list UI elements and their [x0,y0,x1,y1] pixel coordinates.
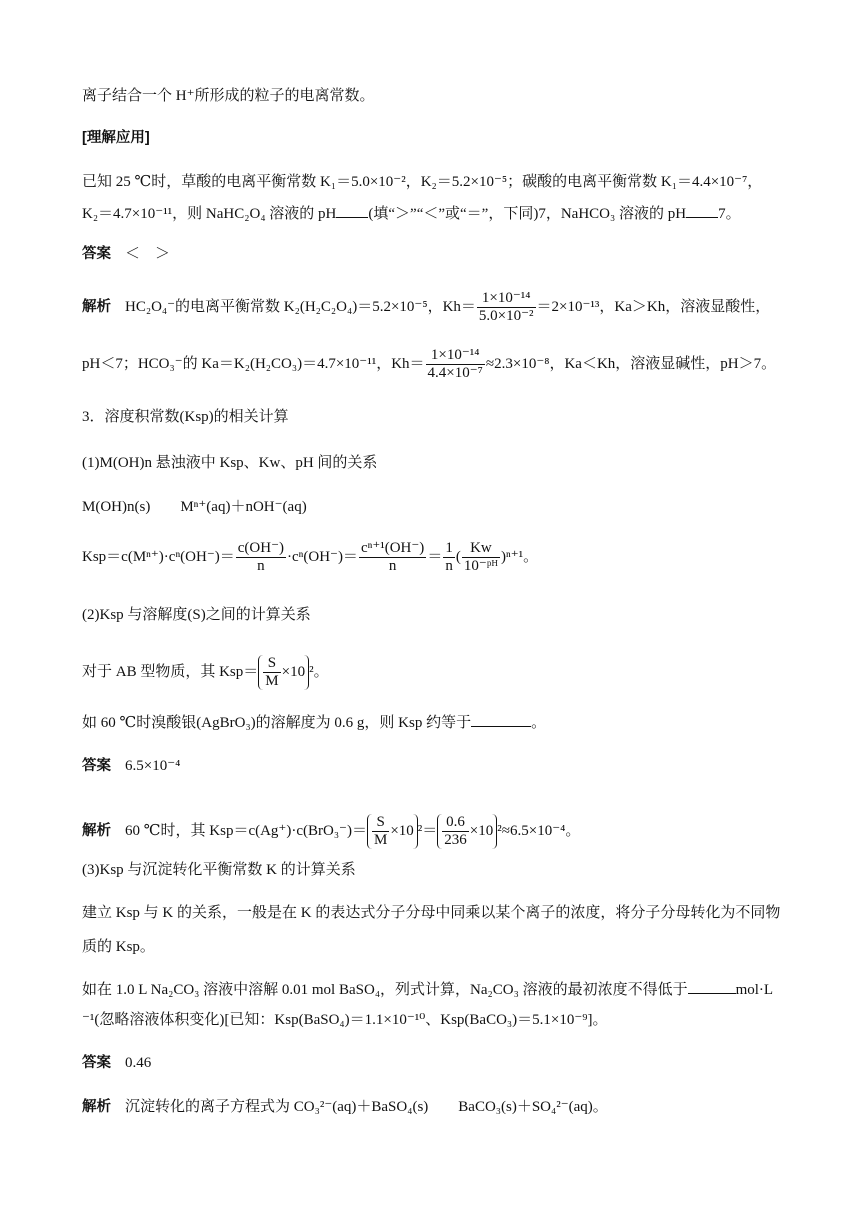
analysis-1-line-2 [82,347,776,382]
analysis-label: 解析 [82,298,111,315]
equilibrium-equation-1 [82,497,307,517]
fraction-eq2-1 [236,540,286,575]
fraction-denominator: n [257,558,265,574]
paragraph-intro-end [82,86,375,106]
fraction-numerator: c(OH⁻) [237,540,284,556]
answer-label: 答案 [82,1055,111,1071]
analysis-3-text-b: ²≈6.5×10⁻⁴。 [497,822,581,839]
fraction-denominator: n [388,558,397,574]
q2-text-a: 如 60 ℃时溴酸银(AgBrO₃)的溶解度为 0.6 g，则 Ksp 约等于 [82,715,472,731]
ab-text-a: 对于 AB 型物质，其 Ksp＝ [82,663,259,680]
analysis-3 [82,814,580,849]
question-3-line-1 [82,980,773,1000]
paragraph-3-line-2: 质的 Ksp。 [82,939,155,955]
times-ten: ×10 [469,822,494,839]
times-ten: ×10 [281,663,306,680]
fraction-numerator: 0.6 [442,814,469,832]
q2-blank [471,726,531,727]
answer-2 [82,756,180,776]
subsection-3-1-heading: (1)M(OH)n 悬浊液中 Ksp、Kw、pH 间的关系 [82,455,378,471]
analysis-1-text-b: ＝2×10⁻¹³，Ka＞Kh，溶液显酸性， [536,298,771,315]
fraction-solubility-value [442,814,469,849]
fraction-numerator: Kw [462,540,500,558]
answer-3-value: 0.46 [125,1055,152,1071]
analysis-1-text-a: HC₂O₄⁻的电离平衡常数 K₂(H₂C₂O₄)＝5.2×10⁻⁵，Kh＝ [125,298,476,315]
analysis-4-text-a: 沉淀转化的离子方程式为 CO₃²⁻(aq)＋BaSO₄(s) [125,1099,429,1115]
fraction-denominator: M [265,673,279,689]
fraction-denominator: n [445,558,453,574]
subsection-3-3-heading: (3)Ksp 与沉淀转化平衡常数 K 的计算关系 [82,862,356,878]
fraction-numerator: 1×10⁻¹⁴ [477,290,536,308]
subsection-3-2-heading: (2)Ksp 与溶解度(S)之间的计算关系 [82,607,311,623]
bracket-expression [258,655,309,690]
times-ten: ×10 [390,822,414,839]
fraction-kh-carbonate [426,347,485,382]
q1-text-c: 7。 [718,206,741,222]
paragraph-3-line-1: 建立 Ksp 与 K 的关系，一般是在 K 的表达式分子分母中同乘以某个离子的浓度，将分子分母转化为不同物 [82,905,781,921]
section-3-heading: 3．溶度积常数(Ksp)的相关计算 [82,409,289,425]
ab-type-relation [82,655,329,690]
fraction-numerator: 1×10⁻¹⁴ [426,347,485,365]
question-1-line-2 [82,204,741,224]
intro-text: 离子结合一个 H⁺所形成的粒子的电离常数。 [82,88,375,104]
fraction-eq2-2 [359,540,426,575]
fraction-s-over-m [372,814,389,849]
q3-text-a: 如在 1.0 L Na₂CO₃ 溶液中溶解 0.01 mol BaSO₄，列式计算，Na₂CO₃ 溶液的最初浓度不得低于 [82,982,688,998]
eq2-text-b: ·cⁿ(OH⁻)＝ [286,548,358,565]
answer-1-value: ＜ ＞ [125,246,171,262]
analysis-1-line-1 [82,290,770,325]
answer-label: 答案 [82,758,111,774]
eq2-text-a: Ksp＝c(Mⁿ⁺)·cⁿ(OH⁻)＝ [82,548,235,565]
eq2-text-c: ＝ [427,548,443,565]
squared-equals: ²＝ [417,822,438,839]
fraction-numerator: cⁿ⁺¹(OH⁻) [360,540,425,556]
q2-text-b: 。 [531,715,547,731]
q3-blank [688,993,736,994]
equation-right: Mⁿ⁺(aq)＋nOH⁻(aq) [180,499,307,515]
bracket-expression-2 [437,814,497,849]
eq2-text-d: )ⁿ⁺¹。 [501,548,539,565]
fraction-kh-oxalate [477,290,536,325]
q3-text-b: mol·L [735,982,774,998]
analysis-4-text-b: BaCO₃(s)＋SO₄²⁻(aq)。 [458,1099,608,1115]
analysis-2-text-a: pH＜7；HCO₃⁻的 Ka＝K₂(H₂CO₃)＝4.7×10⁻¹¹，Kh＝ [82,355,425,372]
question-3-line-2: ⁻¹(忽略溶液体积变化)[已知：Ksp(BaSO₄)＝1.1×10⁻¹⁰、Ksp(BaCO₃)＝5.1×10⁻⁹]。 [82,1012,608,1028]
question-2 [82,713,546,733]
analysis-label: 解析 [82,1099,111,1115]
fraction-eq2-4 [462,540,500,575]
answer-1 [82,244,170,264]
fraction-numerator: S [263,655,280,673]
fraction-s-over-m [263,655,280,690]
ksp-relation-equation: Ksp＝c(Mⁿ⁺)·cⁿ(OH⁻)＝ $\frac{c(OH^-)}{n}$ ·cⁿ(OH⁻)＝ $\frac{\text{cⁿ⁺¹(OH⁻)}}{n}$ ＝ $\frac{1}{n}$ ( $\frac{Kw}{\text{10⁻ᵖᴴ}}$ )ⁿ⁺¹。 [82,540,539,574]
analysis-3-text-a: 60 ℃时，其 Ksp＝c(Ag⁺)·c(BrO₃⁻)＝ [125,822,367,839]
q1-blank-2 [686,217,718,218]
q1-text-b: (填“＞”“＜”或“＝”，下同)7，NaHCO₃ 溶液的 pH [368,206,687,222]
q1-blank-1 [336,217,368,218]
equation-left: M(OH)n(s) [82,499,151,515]
fraction-numerator: 1 [445,540,453,556]
q1-text-a: K₂＝4.7×10⁻¹¹，则 NaHC₂O₄ 溶液的 pH [82,206,337,222]
question-1-line-1: 已知 25 ℃时，草酸的电离平衡常数 K₁＝5.0×10⁻²，K₂＝5.2×10⁻⁵；碳酸的电离平衡常数 K₁＝4.4×10⁻⁷， [82,174,763,190]
fraction-numerator: S [372,814,389,832]
fraction-denominator: 4.4×10⁻⁷ [427,365,483,381]
answer-label: 答案 [82,246,111,262]
answer-3 [82,1053,151,1073]
fraction-eq2-3 [443,540,455,575]
bracket-expression-1 [367,814,418,849]
ab-text-b: ²。 [309,663,329,680]
fraction-denominator: 5.0×10⁻² [478,308,534,324]
analysis-2-text-b: ≈2.3×10⁻⁸，Ka＜Kh，溶液显碱性，pH＞7。 [485,355,777,372]
fraction-denominator: 10⁻ᵖᴴ [463,558,499,574]
fraction-denominator: 236 [444,832,467,848]
analysis-4 [82,1097,608,1117]
fraction-denominator: M [373,832,388,848]
section-heading-understand: [理解应用] [82,130,150,146]
analysis-label: 解析 [82,822,111,839]
answer-2-value: 6.5×10⁻⁴ [125,758,181,774]
